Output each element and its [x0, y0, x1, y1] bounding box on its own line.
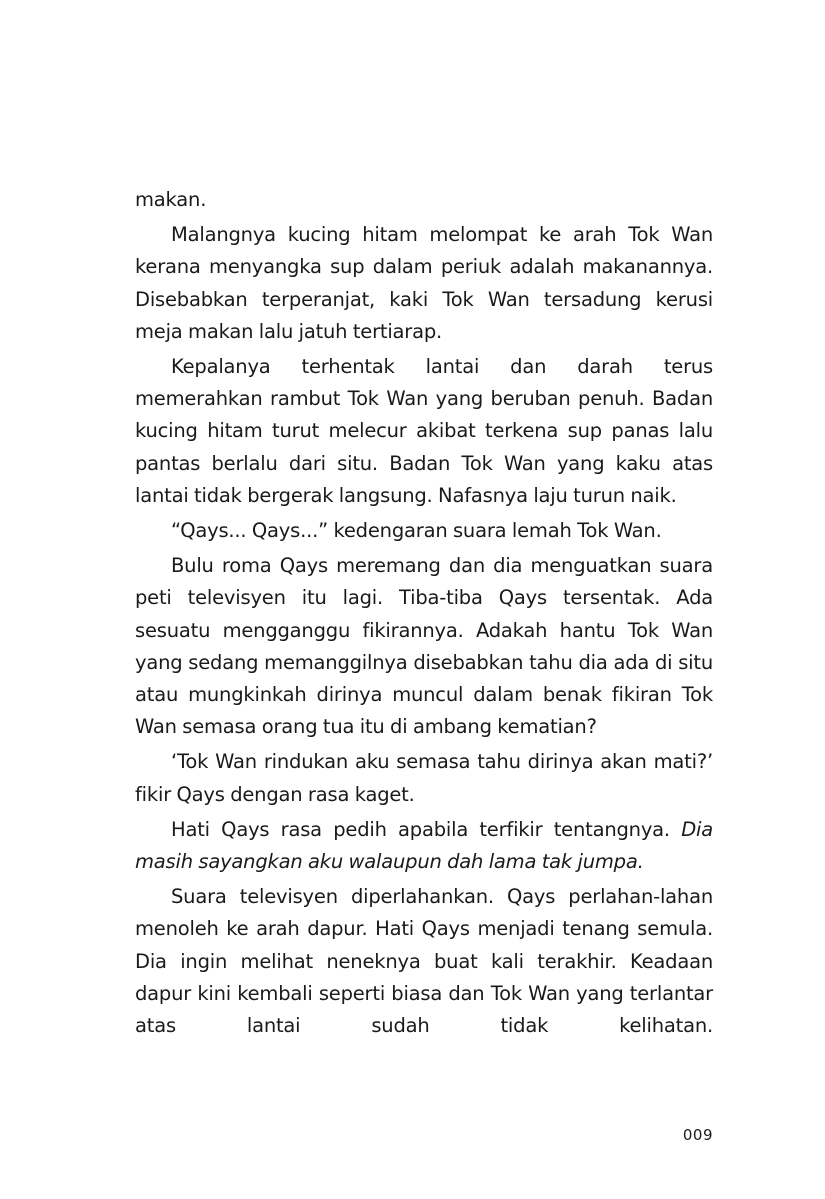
- paragraph-7: [135, 814, 713, 878]
- page-number: 009: [682, 1126, 713, 1144]
- page-body: [135, 184, 713, 1042]
- paragraph-2: Malangnya kucing hitam melompat ke arah Tok Wan kerana menyangka sup dalam periuk adalah makanannya. Disebabkan terperanjat, kaki Tok Wan tersadung kerusi meja makan lalu jatuh tertiarap.: [135, 223, 713, 343]
- paragraph-7-plain: Hati Qays rasa pedih apabila terfikir tentangnya.: [171, 817, 682, 841]
- paragraph-5: Bulu roma Qays meremang dan dia menguatkan suara peti televisyen itu lagi. Tiba-tiba Qays tersentak. Ada sesuatu mengganggu fikirannya. Adakah hantu Tok Wan yang sedang memanggilnya disebabkan tahu dia ada di situ atau mungkinkah dirinya muncul dalam benak fikiran Tok Wan semasa orang tua itu di ambang kematian?: [135, 554, 713, 739]
- paragraph-4: “Qays... Qays...” kedengaran suara lemah Tok Wan.: [171, 519, 662, 543]
- paragraph-1: makan.: [135, 188, 207, 211]
- paragraph-3: Kepalanya terhentak lantai dan darah terus memerahkan rambut Tok Wan yang beruban penuh. Badan kucing hitam turut melecur akibat terkena sup panas lalu pantas berlalu dari situ. Badan Tok Wan yang kaku atas lantai tidak bergerak langsung. Nafasnya laju turun naik.: [135, 355, 713, 507]
- paragraph-8: Suara televisyen diperlahankan. Qays perlahan-lahan menoleh ke arah dapur. Hati Qays menjadi tenang semula. Dia ingin melihat neneknya buat kali terakhir. Keadaan dapur kini kembali seperti biasa dan Tok Wan yang terlantar atas lantai sudah tidak kelihatan.: [135, 885, 713, 1038]
- paragraph-7-italic: Dia masih sayangkan aku walaupun dah lama tak jumpa.: [135, 817, 713, 874]
- paragraph-6: ‘Tok Wan rindukan aku semasa tahu dirinya akan mati?’ fikir Qays dengan rasa kaget.: [135, 750, 713, 806]
